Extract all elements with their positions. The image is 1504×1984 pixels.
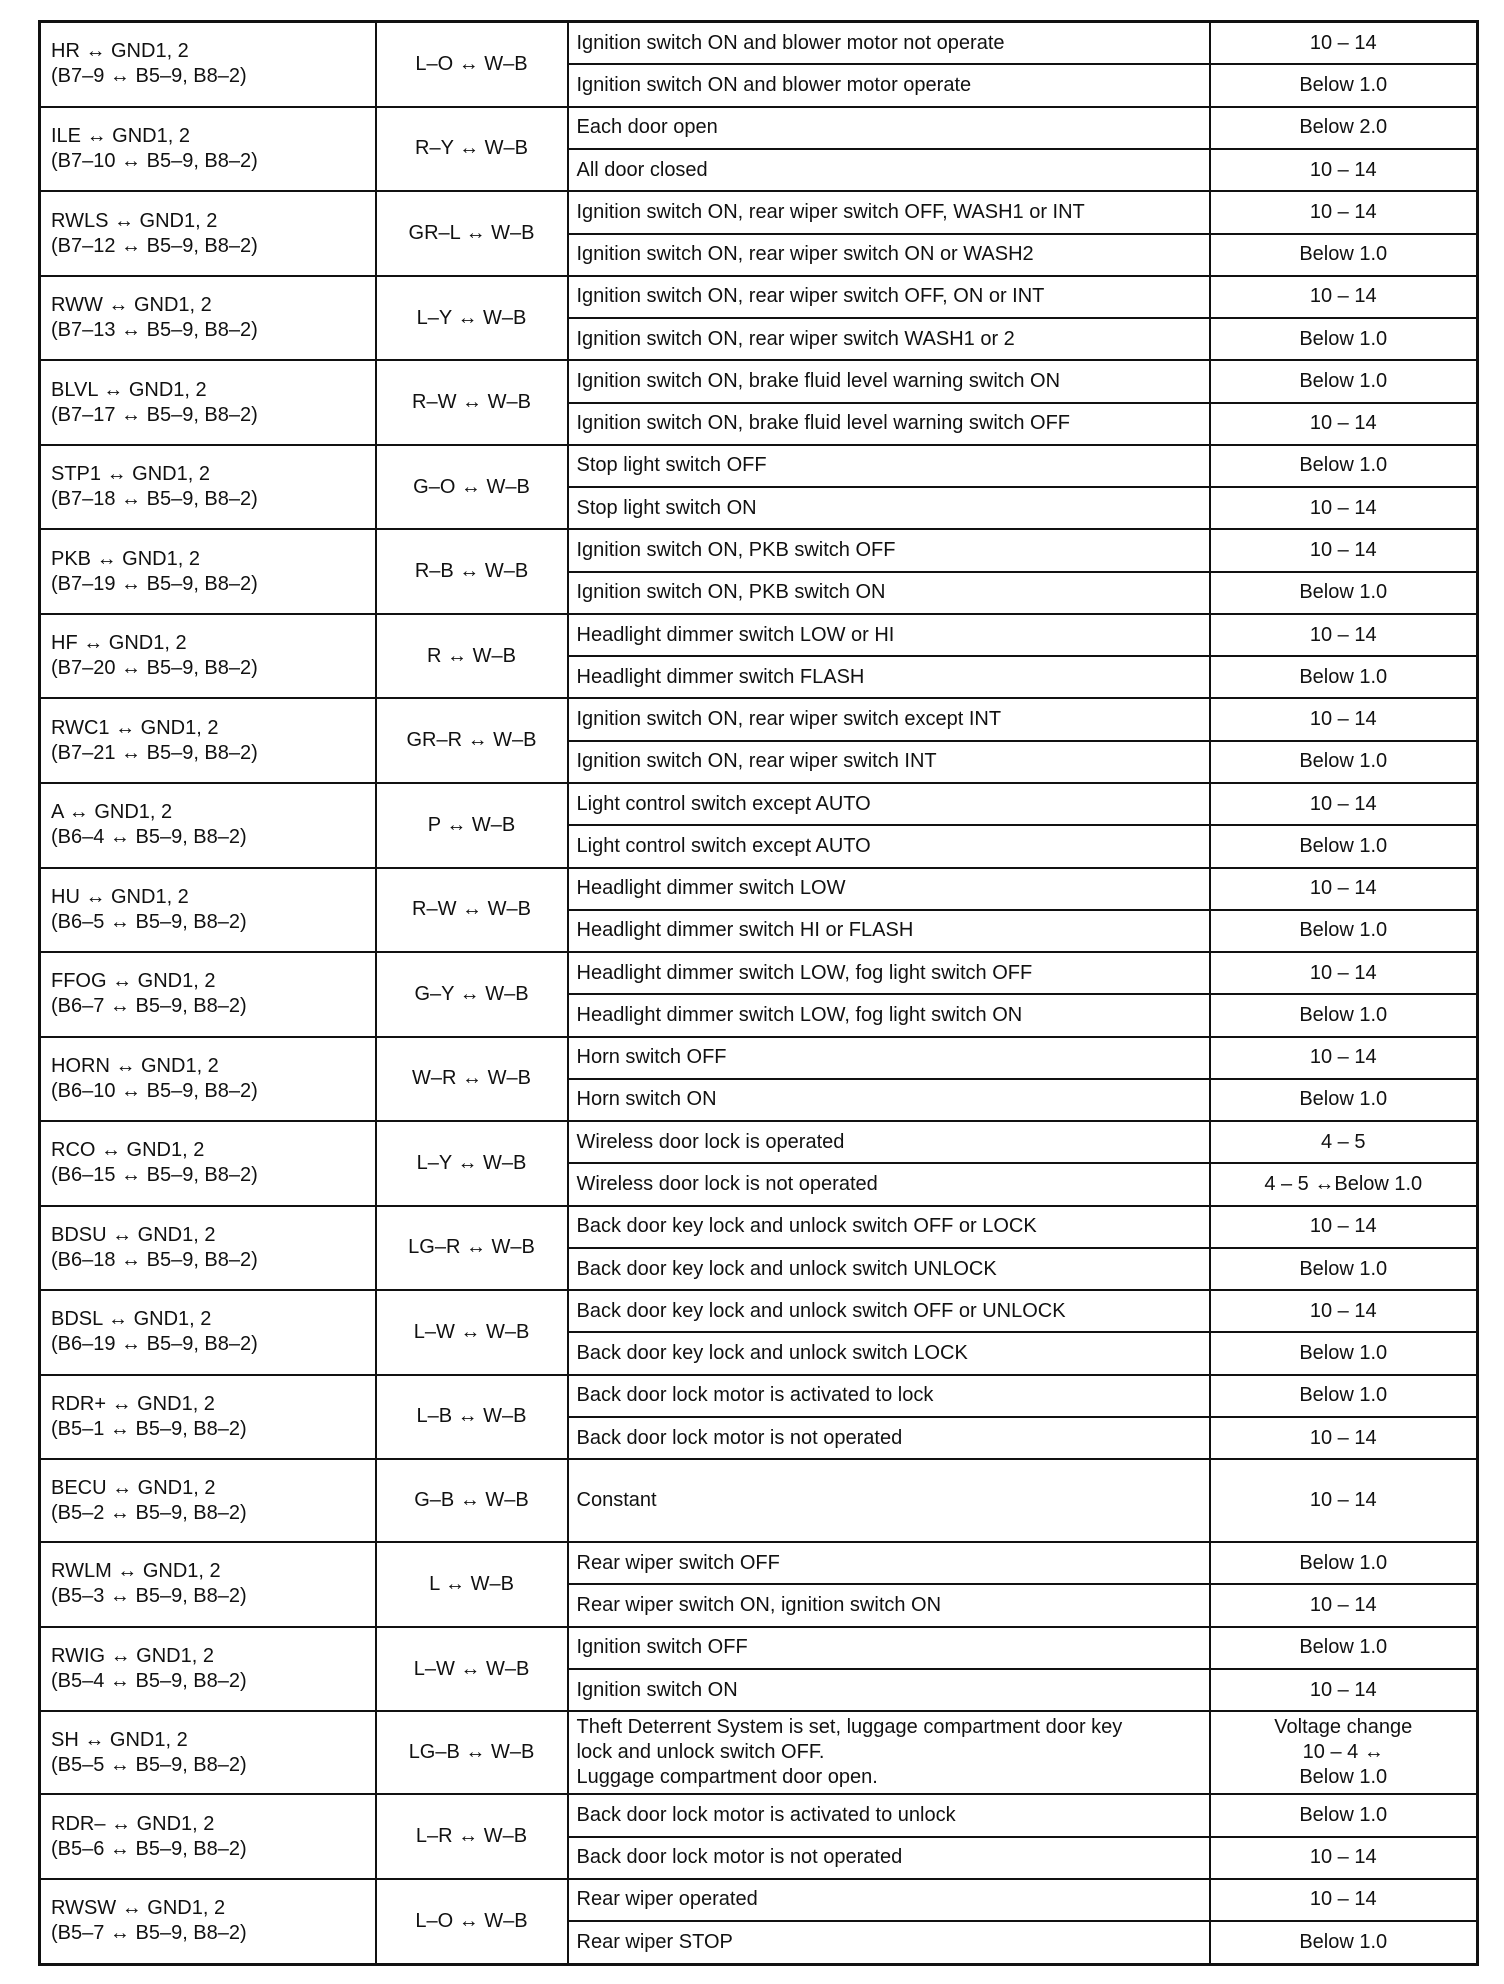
specified-value-cell: Below 1.0 — [1210, 1332, 1478, 1374]
specified-value-cell: Below 1.0 — [1210, 741, 1478, 783]
table-row — [40, 698, 1478, 740]
specified-value-cell: 10 – 14 — [1210, 1459, 1478, 1542]
condition-cell — [568, 1711, 1210, 1794]
condition-cell: Headlight dimmer switch LOW or HI — [568, 614, 1210, 656]
terminal-name: RDR– ↔ GND1, 2 — [51, 1812, 215, 1835]
terminal-cell — [40, 276, 376, 361]
specified-value-cell: Below 1.0 — [1210, 64, 1478, 106]
terminal-cell — [40, 1542, 376, 1627]
terminal-pins: (B5–2 ↔ B5–9, B8–2) — [51, 1501, 247, 1524]
terminal-name: RDR+ ↔ GND1, 2 — [51, 1392, 215, 1415]
table-row — [40, 783, 1478, 825]
terminal-name: HF ↔ GND1, 2 — [51, 632, 187, 655]
condition-cell: Light control switch except AUTO — [568, 825, 1210, 867]
specified-value-cell: Below 1.0 — [1210, 1542, 1478, 1584]
condition-line: lock and unlock switch OFF. — [576, 1741, 825, 1764]
condition-cell: Horn switch OFF — [568, 1037, 1210, 1079]
condition-cell: Ignition switch ON, rear wiper switch INT — [568, 741, 1210, 783]
terminal-pins: (B5–6 ↔ B5–9, B8–2) — [51, 1837, 247, 1860]
specified-value-cell: 10 – 14 — [1210, 1206, 1478, 1248]
terminal-cell — [40, 191, 376, 276]
condition-cell: Ignition switch ON, PKB switch OFF — [568, 529, 1210, 571]
specified-value-cell: 10 – 14 — [1210, 952, 1478, 994]
wiring-color-cell: R ↔ W–B — [376, 614, 568, 699]
terminal-name: RCO ↔ GND1, 2 — [51, 1139, 205, 1162]
terminal-name: BDSU ↔ GND1, 2 — [51, 1223, 216, 1246]
table-row — [40, 1542, 1478, 1584]
specified-value-line: Voltage change — [1274, 1716, 1413, 1739]
terminal-name: RWLM ↔ GND1, 2 — [51, 1560, 221, 1583]
terminal-name: PKB ↔ GND1, 2 — [51, 547, 200, 570]
terminal-pins: (B7–18 ↔ B5–9, B8–2) — [51, 488, 258, 511]
terminal-cell — [40, 1711, 376, 1794]
table-body — [40, 22, 1478, 1965]
condition-cell: Ignition switch ON, brake fluid level warning switch OFF — [568, 403, 1210, 445]
wiring-color-cell: P ↔ W–B — [376, 783, 568, 868]
wiring-color-cell: R–B ↔ W–B — [376, 529, 568, 614]
condition-cell: Back door key lock and unlock switch OFF or LOCK — [568, 1206, 1210, 1248]
terminal-pins: (B7–12 ↔ B5–9, B8–2) — [51, 234, 258, 257]
specified-value-cell — [1210, 1711, 1478, 1794]
condition-cell: Headlight dimmer switch FLASH — [568, 656, 1210, 698]
terminal-cell — [40, 22, 376, 107]
condition-cell: Ignition switch ON, rear wiper switch OFF, WASH1 or INT — [568, 191, 1210, 233]
terminal-cell — [40, 1290, 376, 1375]
terminal-pins: (B7–9 ↔ B5–9, B8–2) — [51, 65, 247, 88]
terminal-pins: (B5–7 ↔ B5–9, B8–2) — [51, 1922, 247, 1945]
condition-cell: Ignition switch ON and blower motor operate — [568, 64, 1210, 106]
specified-value-cell: 10 – 14 — [1210, 868, 1478, 910]
terminal-cell — [40, 868, 376, 953]
condition-cell: Headlight dimmer switch LOW, fog light switch OFF — [568, 952, 1210, 994]
terminal-name: FFOG ↔ GND1, 2 — [51, 970, 216, 993]
specified-value-cell: Below 1.0 — [1210, 1375, 1478, 1417]
terminal-cell — [40, 1879, 376, 1965]
terminal-name: HR ↔ GND1, 2 — [51, 40, 189, 63]
wiring-color-cell: R–Y ↔ W–B — [376, 107, 568, 192]
condition-cell: Ignition switch ON — [568, 1669, 1210, 1711]
condition-cell: Ignition switch ON, rear wiper switch except INT — [568, 698, 1210, 740]
terminal-cell — [40, 1037, 376, 1122]
condition-cell: Ignition switch OFF — [568, 1627, 1210, 1669]
condition-cell: Ignition switch ON and blower motor not operate — [568, 22, 1210, 65]
terminal-cell — [40, 1794, 376, 1879]
terminal-name: RWSW ↔ GND1, 2 — [51, 1897, 226, 1920]
specified-value-cell: Below 1.0 — [1210, 318, 1478, 360]
specified-value-cell: 10 – 14 — [1210, 191, 1478, 233]
wiring-color-cell: LG–R ↔ W–B — [376, 1206, 568, 1291]
wiring-color-cell: L–Y ↔ W–B — [376, 1121, 568, 1206]
terminal-name: RWIG ↔ GND1, 2 — [51, 1645, 214, 1668]
condition-cell: Ignition switch ON, rear wiper switch ON or WASH2 — [568, 234, 1210, 276]
table-row — [40, 191, 1478, 233]
condition-cell: Rear wiper STOP — [568, 1921, 1210, 1964]
condition-cell: Rear wiper switch ON, ignition switch ON — [568, 1584, 1210, 1626]
table-row — [40, 445, 1478, 487]
condition-cell: Back door key lock and unlock switch LOCK — [568, 1332, 1210, 1374]
specified-value-cell: Below 1.0 — [1210, 445, 1478, 487]
terminal-cell — [40, 1121, 376, 1206]
specified-value-cell: 10 – 14 — [1210, 1037, 1478, 1079]
wiring-color-cell: R–W ↔ W–B — [376, 360, 568, 445]
terminal-pins: (B7–19 ↔ B5–9, B8–2) — [51, 572, 258, 595]
terminal-name: RWW ↔ GND1, 2 — [51, 294, 212, 317]
specified-value-cell: 10 – 14 — [1210, 1417, 1478, 1459]
terminal-name: ILE ↔ GND1, 2 — [51, 124, 190, 147]
wiring-color-cell: L–W ↔ W–B — [376, 1627, 568, 1712]
wiring-color-cell: GR–L ↔ W–B — [376, 191, 568, 276]
condition-cell: Wireless door lock is not operated — [568, 1163, 1210, 1205]
table-row — [40, 1711, 1478, 1794]
condition-cell: Back door key lock and unlock switch UNLOCK — [568, 1248, 1210, 1290]
terminal-voltage-table-sheet — [38, 20, 1476, 1966]
condition-cell: Back door key lock and unlock switch OFF or UNLOCK — [568, 1290, 1210, 1332]
table-row — [40, 614, 1478, 656]
condition-cell: Wireless door lock is operated — [568, 1121, 1210, 1163]
wiring-color-cell: W–R ↔ W–B — [376, 1037, 568, 1122]
specified-value-cell: 10 – 14 — [1210, 149, 1478, 191]
table-row — [40, 1879, 1478, 1921]
condition-cell: Back door lock motor is activated to lock — [568, 1375, 1210, 1417]
wiring-color-cell: GR–R ↔ W–B — [376, 698, 568, 783]
terminal-cell — [40, 614, 376, 699]
terminal-pins: (B5–1 ↔ B5–9, B8–2) — [51, 1417, 247, 1440]
terminal-name: STP1 ↔ GND1, 2 — [51, 463, 210, 486]
specified-value-cell: Below 1.0 — [1210, 825, 1478, 867]
wiring-color-cell: G–B ↔ W–B — [376, 1459, 568, 1542]
specified-value-cell: 10 – 14 — [1210, 1669, 1478, 1711]
specified-value-cell: Below 1.0 — [1210, 656, 1478, 698]
specified-value-line: Below 1.0 — [1299, 1766, 1388, 1789]
specified-value-cell: 10 – 14 — [1210, 403, 1478, 445]
wiring-color-cell: L–R ↔ W–B — [376, 1794, 568, 1879]
table-row — [40, 1206, 1478, 1248]
table-row — [40, 1459, 1478, 1542]
table-row — [40, 1121, 1478, 1163]
terminal-name: A ↔ GND1, 2 — [51, 801, 173, 824]
terminal-pins: (B6–19 ↔ B5–9, B8–2) — [51, 1333, 258, 1356]
terminal-name: BLVL ↔ GND1, 2 — [51, 378, 207, 401]
wiring-color-cell: L–B ↔ W–B — [376, 1375, 568, 1460]
table-row — [40, 1290, 1478, 1332]
terminal-pins: (B6–15 ↔ B5–9, B8–2) — [51, 1164, 258, 1187]
condition-cell: Constant — [568, 1459, 1210, 1542]
terminal-cell — [40, 1459, 376, 1542]
condition-line: Luggage compartment door open. — [576, 1766, 878, 1789]
specified-value-cell: 10 – 14 — [1210, 1837, 1478, 1879]
wiring-color-cell: R–W ↔ W–B — [376, 868, 568, 953]
table-row — [40, 1794, 1478, 1836]
wiring-color-cell: LG–B ↔ W–B — [376, 1711, 568, 1794]
terminal-pins: (B7–20 ↔ B5–9, B8–2) — [51, 657, 258, 680]
terminal-pins: (B6–18 ↔ B5–9, B8–2) — [51, 1248, 258, 1271]
wiring-color-cell: L ↔ W–B — [376, 1542, 568, 1627]
terminal-cell — [40, 1627, 376, 1712]
terminal-name: HORN ↔ GND1, 2 — [51, 1054, 219, 1077]
terminal-name: HU ↔ GND1, 2 — [51, 885, 189, 908]
table-row — [40, 1375, 1478, 1417]
terminal-pins: (B5–4 ↔ B5–9, B8–2) — [51, 1670, 247, 1693]
terminal-cell — [40, 1375, 376, 1460]
specified-value-cell: 4 – 5 ↔Below 1.0 — [1210, 1163, 1478, 1205]
specified-value-cell: 10 – 14 — [1210, 1584, 1478, 1626]
condition-cell: Headlight dimmer switch LOW — [568, 868, 1210, 910]
specified-value-cell: Below 1.0 — [1210, 234, 1478, 276]
wiring-color-cell: G–O ↔ W–B — [376, 445, 568, 530]
table-row — [40, 868, 1478, 910]
wiring-color-cell: L–O ↔ W–B — [376, 22, 568, 107]
condition-cell: Stop light switch ON — [568, 487, 1210, 529]
terminal-pins: (B7–21 ↔ B5–9, B8–2) — [51, 741, 258, 764]
condition-cell: Ignition switch ON, PKB switch ON — [568, 572, 1210, 614]
terminal-cell — [40, 445, 376, 530]
terminal-pins: (B6–5 ↔ B5–9, B8–2) — [51, 910, 247, 933]
terminal-pins: (B7–13 ↔ B5–9, B8–2) — [51, 319, 258, 342]
condition-cell: Stop light switch OFF — [568, 445, 1210, 487]
condition-cell: Back door lock motor is not operated — [568, 1837, 1210, 1879]
terminal-pins: (B6–4 ↔ B5–9, B8–2) — [51, 826, 247, 849]
condition-cell: Ignition switch ON, brake fluid level warning switch ON — [568, 360, 1210, 402]
specified-value-cell: 10 – 14 — [1210, 1290, 1478, 1332]
terminal-pins: (B6–7 ↔ B5–9, B8–2) — [51, 995, 247, 1018]
specified-value-cell: 10 – 14 — [1210, 698, 1478, 740]
condition-cell: Rear wiper switch OFF — [568, 1542, 1210, 1584]
specified-value-cell: Below 1.0 — [1210, 1079, 1478, 1121]
specified-value-cell: Below 1.0 — [1210, 994, 1478, 1036]
specified-value-cell: 10 – 14 — [1210, 614, 1478, 656]
terminal-pins: (B6–10 ↔ B5–9, B8–2) — [51, 1079, 258, 1102]
condition-cell: Back door lock motor is activated to unlock — [568, 1794, 1210, 1836]
specified-value-cell: Below 1.0 — [1210, 1627, 1478, 1669]
terminal-voltage-table — [38, 20, 1479, 1966]
condition-cell: Headlight dimmer switch LOW, fog light switch ON — [568, 994, 1210, 1036]
terminal-name: RWLS ↔ GND1, 2 — [51, 209, 218, 232]
wiring-color-cell: L–Y ↔ W–B — [376, 276, 568, 361]
condition-cell: Back door lock motor is not operated — [568, 1417, 1210, 1459]
condition-cell: Horn switch ON — [568, 1079, 1210, 1121]
specified-value-cell: 10 – 14 — [1210, 783, 1478, 825]
terminal-pins: (B5–5 ↔ B5–9, B8–2) — [51, 1753, 247, 1776]
specified-value-cell: Below 1.0 — [1210, 1248, 1478, 1290]
terminal-cell — [40, 1206, 376, 1291]
terminal-pins: (B7–10 ↔ B5–9, B8–2) — [51, 149, 258, 172]
table-row — [40, 1627, 1478, 1669]
terminal-pins: (B7–17 ↔ B5–9, B8–2) — [51, 403, 258, 426]
condition-cell: Ignition switch ON, rear wiper switch WASH1 or 2 — [568, 318, 1210, 360]
specified-value-cell: 10 – 14 — [1210, 276, 1478, 318]
specified-value-cell: 10 – 14 — [1210, 487, 1478, 529]
specified-value-cell: Below 1.0 — [1210, 572, 1478, 614]
table-row — [40, 360, 1478, 402]
terminal-cell — [40, 698, 376, 783]
terminal-cell — [40, 783, 376, 868]
condition-cell: Ignition switch ON, rear wiper switch OFF, ON or INT — [568, 276, 1210, 318]
table-row — [40, 276, 1478, 318]
terminal-name: SH ↔ GND1, 2 — [51, 1728, 188, 1751]
wiring-color-cell: L–W ↔ W–B — [376, 1290, 568, 1375]
specified-value-line: 10 – 4 ↔ — [1302, 1741, 1384, 1764]
wiring-color-cell: L–O ↔ W–B — [376, 1879, 568, 1965]
terminal-name: RWC1 ↔ GND1, 2 — [51, 716, 219, 739]
specified-value-cell: Below 1.0 — [1210, 1794, 1478, 1836]
specified-value-cell: Below 1.0 — [1210, 360, 1478, 402]
specified-value-cell: 10 – 14 — [1210, 529, 1478, 571]
terminal-cell — [40, 529, 376, 614]
specified-value-cell: Below 1.0 — [1210, 1921, 1478, 1964]
specified-value-cell: 4 – 5 — [1210, 1121, 1478, 1163]
condition-cell: All door closed — [568, 149, 1210, 191]
terminal-pins: (B5–3 ↔ B5–9, B8–2) — [51, 1585, 247, 1608]
condition-cell: Each door open — [568, 107, 1210, 149]
table-row — [40, 22, 1478, 65]
terminal-cell — [40, 360, 376, 445]
wiring-color-cell: G–Y ↔ W–B — [376, 952, 568, 1037]
table-row — [40, 952, 1478, 994]
condition-cell: Rear wiper operated — [568, 1879, 1210, 1921]
specified-value-cell: Below 1.0 — [1210, 910, 1478, 952]
specified-value-cell: 10 – 14 — [1210, 1879, 1478, 1921]
table-row — [40, 529, 1478, 571]
table-row — [40, 1037, 1478, 1079]
table-row — [40, 107, 1478, 149]
condition-cell: Headlight dimmer switch HI or FLASH — [568, 910, 1210, 952]
specified-value-cell: Below 2.0 — [1210, 107, 1478, 149]
terminal-name: BECU ↔ GND1, 2 — [51, 1476, 216, 1499]
condition-cell: Light control switch except AUTO — [568, 783, 1210, 825]
condition-line: Theft Deterrent System is set, luggage compartment door key — [576, 1716, 1123, 1739]
terminal-name: BDSL ↔ GND1, 2 — [51, 1308, 212, 1331]
specified-value-cell: 10 – 14 — [1210, 22, 1478, 65]
terminal-cell — [40, 952, 376, 1037]
terminal-cell — [40, 107, 376, 192]
